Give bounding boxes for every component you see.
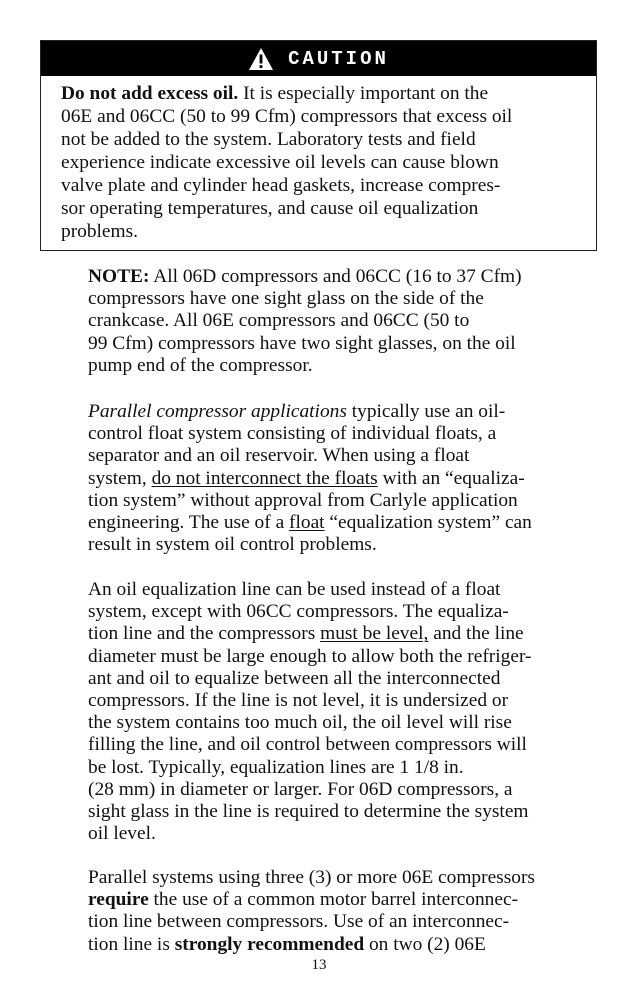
systems-line-4: tion line is strongly recommended on two (2) 06E bbox=[88, 933, 486, 955]
equalization-line-11: sight glass in the line is required to determine the system bbox=[88, 801, 529, 823]
equalization-line-8: filling the line, and oil control between compressors will bbox=[88, 734, 527, 756]
equalization-line-7: the system contains too much oil, the oil level will rise bbox=[88, 712, 512, 734]
systems-line-2: require the use of a common motor barrel interconnec- bbox=[88, 889, 519, 911]
note-paragraph bbox=[88, 266, 603, 377]
warning-triangle-icon bbox=[248, 47, 274, 71]
parallel-line-4: system, do not interconnect the floats with an “equaliza- bbox=[88, 467, 525, 489]
parallel-line-2: control float system consisting of individual floats, a bbox=[88, 423, 497, 445]
equalization-line-10: (28 mm) in diameter or larger. For 06D compressors, a bbox=[88, 778, 513, 800]
equalization-line-4: diameter must be large enough to allow both the refriger- bbox=[88, 645, 532, 667]
caution-line-7: problems. bbox=[61, 221, 139, 242]
note-line-3: crankcase. All 06E compressors and 06CC (50 to bbox=[88, 310, 470, 332]
systems-line-3: tion line between compressors. Use of an interconnec- bbox=[88, 911, 510, 933]
systems-require: require bbox=[88, 889, 149, 911]
note-lead: NOTE: bbox=[88, 266, 150, 287]
equalization-line-2: system, except with 06CC compressors. The equaliza- bbox=[88, 601, 509, 623]
parallel-line-5: tion system” without approval from Carlyle application bbox=[88, 489, 518, 511]
equalization-line-6: compressors. If the line is not level, it is undersized or bbox=[88, 690, 509, 712]
caution-title: CAUTION bbox=[288, 47, 389, 70]
caution-line-2: 06E and 06CC (50 to 99 Cfm) compressors that excess oil bbox=[61, 106, 513, 127]
caution-box bbox=[40, 40, 597, 251]
caution-header bbox=[41, 41, 596, 76]
note-line-1: NOTE: All 06D compressors and 06CC (16 to 37 Cfm) bbox=[88, 266, 522, 287]
systems-strongly-recommended: strongly recommended bbox=[174, 933, 365, 955]
parallel-line-3: separator and an oil reservoir. When using a float bbox=[88, 445, 470, 467]
caution-line-1: Do not add excess oil. It is especially important on the bbox=[61, 83, 489, 104]
page-number: 13 bbox=[311, 957, 327, 973]
parallel-line-7: result in system oil control problems. bbox=[88, 534, 377, 556]
systems-paragraph bbox=[88, 867, 603, 956]
underlined-must-be-level: must be level, bbox=[320, 623, 429, 645]
caution-lead: Do not add excess oil. bbox=[61, 83, 239, 104]
equalization-line-1: An oil equalization line can be used instead of a float bbox=[88, 579, 501, 600]
underlined-warning-floats: do not interconnect the floats bbox=[151, 467, 378, 489]
caution-line-6: sor operating temperatures, and cause oil equalization bbox=[61, 198, 479, 219]
equalization-line-12: oil level. bbox=[88, 823, 156, 845]
parallel-paragraph bbox=[88, 401, 603, 556]
caution-line-3: not be added to the system. Laboratory tests and field bbox=[61, 129, 476, 150]
parallel-line-6: engineering. The use of a float “equalization system” can bbox=[88, 512, 532, 534]
note-line-5: pump end of the compressor. bbox=[88, 354, 313, 376]
underlined-float: float bbox=[289, 512, 325, 534]
equalization-line-5: ant and oil to equalize between all the interconnected bbox=[88, 667, 501, 689]
equalization-paragraph bbox=[88, 579, 603, 845]
note-line-4: 99 Cfm) compressors have two sight glasses, on the oil bbox=[88, 332, 516, 354]
note-line-2: compressors have one sight glass on the side of the bbox=[88, 288, 484, 310]
caution-line-5: valve plate and cylinder head gaskets, increase compres- bbox=[61, 175, 501, 196]
caution-line-4: experience indicate excessive oil levels can cause blown bbox=[61, 152, 499, 173]
systems-line-1: Parallel systems using three (3) or more 06E compressors bbox=[88, 867, 535, 888]
equalization-line-3: tion line and the compressors must be level, and the line bbox=[88, 623, 524, 645]
parallel-line-1: Parallel compressor applications typically use an oil- bbox=[88, 401, 506, 422]
equalization-line-9: be lost. Typically, equalization lines are 1 1/8 in. bbox=[88, 756, 464, 778]
caution-body bbox=[61, 82, 581, 243]
parallel-italic-lead: Parallel compressor applications bbox=[88, 401, 347, 422]
